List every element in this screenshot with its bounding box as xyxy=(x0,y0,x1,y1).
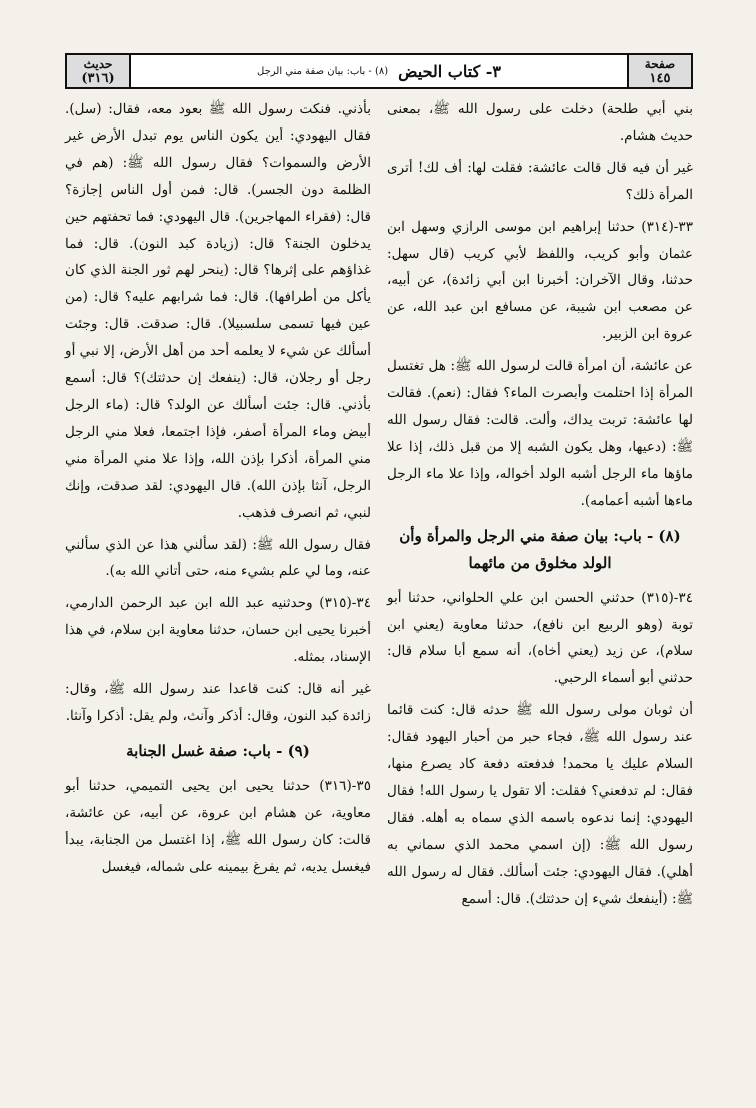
book-title: ٣- كتاب الحيض xyxy=(398,61,501,81)
running-header xyxy=(65,53,693,89)
header-title-area xyxy=(131,62,627,81)
page-number: ١٤٥ xyxy=(649,70,671,86)
chapter-heading: (٩) - باب: صفة غسل الجنابة xyxy=(126,741,310,760)
paragraph: ٣٥-(٣١٦) حدثنا يحيى ابن يحيى التميمي، حدثنا أبو معاوية، عن هشام ابن عروة، عن أبيه، عن عائشة، قالت: كان رسول الله ﷺ، إذا اغتسل من الجنابة، يبدأ فيغسل يديه، ثم يفرغ بيمينه على شماله، فيغسل xyxy=(65,777,371,875)
paragraph: غير أن فيه قال قالت عائشة: فقلت لها: أف لك! أترى المرأة ذلك؟ xyxy=(387,159,693,203)
paragraph: غير أنه قال: كنت قاعدا عند رسول الله ﷺ، وقال: زائدة كبد النون، وقال: أذكر وآنث، ولم يقل: أذكرا وآنثا. xyxy=(65,681,371,724)
page-number-box xyxy=(627,55,691,87)
page-label: صفحة xyxy=(644,56,676,71)
paragraph: أن ثوبان مولى رسول الله ﷺ حدثه قال: كنت قائما عند رسول الله ﷺ، فجاء حبر من أحبار اليهود فقال: السلام عليك يا محمد! فدفعته دفعة كاد يصرع منها، فقال: لم تدفعني؟ فقلت: ألا تقول يا رسول الله! فقال اليهودي: إنما ندعوه باسمه الذي سماه به أهله. فقال رسول الله ﷺ: (إن اسمي محمد الذي سماني به أهلي). فقال اليهودي: جئت أسألك. فقال له رسول الله ﷺ: (أينفعك شيء إن حدثتك). قال: أسمع xyxy=(387,702,693,907)
paragraph: بأذني. فنكت رسول الله ﷺ بعود معه، فقال: (سل). فقال اليهودي: أين يكون الناس يوم تبدل الأرض غير الأرض والسموات؟ فقال رسول الله ﷺ: (هم في الظلمة دون الجسر). قال: فمن أول الناس إجازة؟ قال: (فقراء المهاجرين). قال اليهودي: فما تحفتهم حين يدخلون الجنة؟ قال: (زيادة كبد النون). قال: فما غذاؤهم على إثرها؟ قال: (ينحر لهم ثور الجنة الذي كان يأكل من أطرافها). قال: فما شرابهم عليه؟ قال: (من عين فيها تسمى سلسبيلا). قال: صدقت. قال: وجئت أسألك عن شيء لا يعلمه أحد من أهل الأرض، إلا نبي أو رجل أو رجلان، قال: (ينفعك إن حدثتك)؟ قال: أسمع بأذني. قال: جئت أسألك عن الولد؟ قال: (ماء الرجل أبيض وماء المرأة أصفر، فإذا اجتمعا، فعلا مني الرجل مني المرأة، أذكرا بإذن الله، وإذا علا مني المرأة مني الرجل، آنثا بإذن الله). قال اليهودي: لقد صدقت، وإنك لنبي، ثم انصرف فذهب. xyxy=(65,101,371,521)
chapter-reference: (٨) - باب: بيان صفة مني الرجل xyxy=(257,65,389,77)
paragraph: بني أبي طلحة) دخلت على رسول الله ﷺ، بمعنى حديث هشام. xyxy=(387,101,693,144)
paragraph: فقال رسول الله ﷺ: (لقد سألني هذا عن الذي سألني عنه، وما لي علم بشيء منه، حتى أتاني الله به). xyxy=(65,536,371,580)
paragraph: ٣٣-(٣١٤) حدثنا إبراهيم ابن موسى الرازي وسهل ابن عثمان وأبو كريب، واللفظ لأبي كريب (قال سهل: حدثنا، وقال الآخران: أخبرنا ابن أبي زائدة)، عن أبيه، عن مصعب ابن شيبة، عن مسافع ابن عبد الله، عن عروة ابن الزبير. xyxy=(387,218,693,343)
hadith-number: (٣١٦) xyxy=(81,70,115,86)
right-column xyxy=(387,96,693,917)
paragraph: عن عائشة، أن امرأة قالت لرسول الله ﷺ: هل تغتسل المرأة إذا احتلمت وأبصرت الماء؟ فقال: (نعم). فقالت لها عائشة: تربت يداك، وألت. قالت: فقال رسول الله ﷺ: (دعيها، وهل يكون الشبه إلا من قبل ذلك، إذا علا ماؤها ماء الرجل أشبه الولد أخواله، وإذا علا ماء الرجل ماءها أشبه أعمامه). xyxy=(387,358,693,509)
hadith-number-box xyxy=(67,55,131,87)
chapter-heading: (٨) - باب: بيان صفة مني الرجل والمرأة وأن الولد مخلوق من مائهما xyxy=(399,526,681,572)
paragraph: ٣٤-(٣١٥) وحدثنيه عبد الله ابن عبد الرحمن الدارمي، أخبرنا يحيى ابن حسان، حدثنا معاوية ابن سلام، في هذا الإسناد، بمثله. xyxy=(65,595,371,666)
left-column xyxy=(65,96,371,885)
paragraph: ٣٤-(٣١٥) حدثني الحسن ابن علي الحلواني، حدثنا أبو توبة (وهو الربيع ابن نافع)، حدثنا معاوية (يعني ابن سلام)، عن زيد (يعني أخاه)، أنه سمع أبا سلام قال: حدثني أبو أسماء الرحبي. xyxy=(387,589,693,687)
hadith-label: حديث xyxy=(83,56,113,71)
